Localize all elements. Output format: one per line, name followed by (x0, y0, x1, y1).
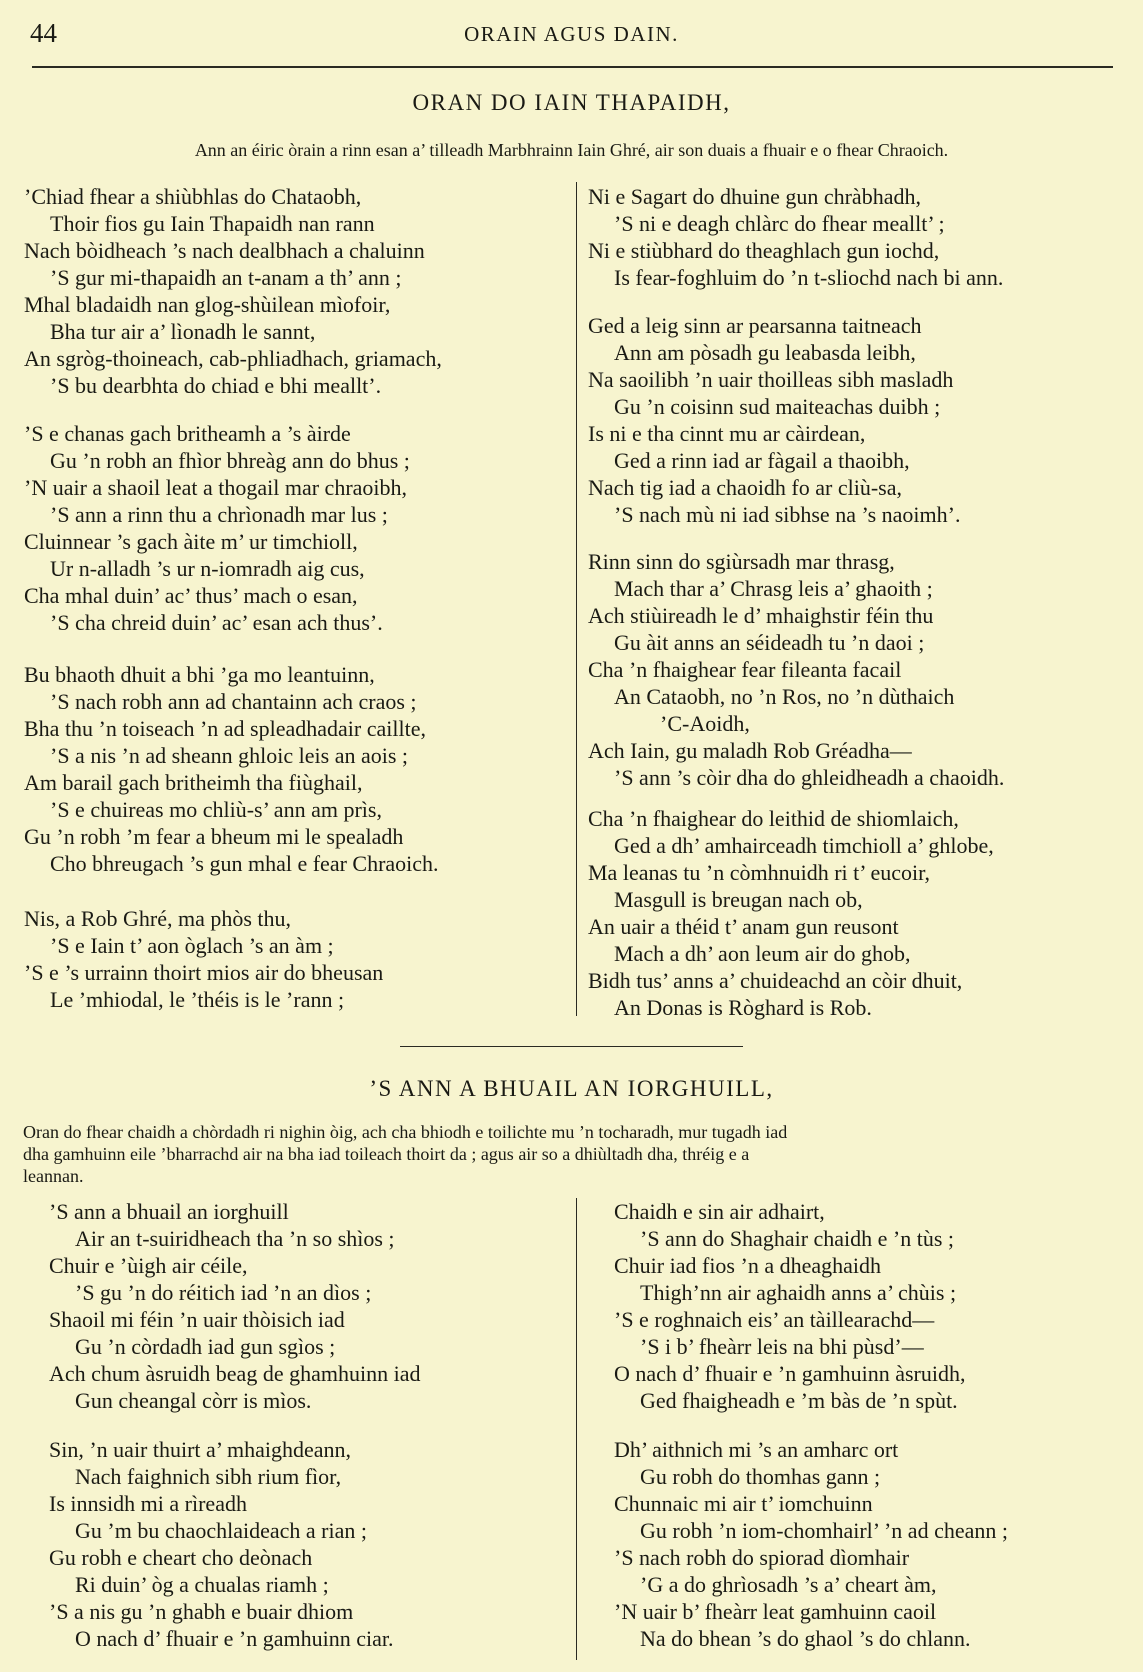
poem2-subtitle-line: leannan. (23, 1166, 84, 1186)
verse-line: Gu robh ’n iom-chomhairl’ ’n ad cheann ; (640, 1518, 1008, 1543)
verse-line: Ach chum àsruidh beag de ghamhuinn iad (49, 1361, 421, 1386)
verse-line: Bha tur air a’ lìonadh le sannt, (50, 319, 316, 344)
verse-line: Is ni e tha cinnt mu ar càirdean, (588, 421, 866, 446)
verse-line: Bidh tus’ anns a’ chuideachd an còir dhuit, (588, 968, 963, 993)
verse-line: Gu àit anns an séideadh tu ’n daoi ; (614, 630, 925, 655)
poem2-left-column (49, 1198, 569, 1652)
verse-line: Is innsidh mi a rìreadh (49, 1491, 247, 1516)
verse-line: An Donas is Ròghard is Rob. (614, 995, 872, 1020)
verse-line: Mach thar a’ Chrasg leis a’ ghaoith ; (614, 576, 933, 601)
verse-line: ’S gu ’n do réitich iad ’n an dìos ; (75, 1280, 372, 1305)
verse-line: Dh’ aithnich mi ’s an amharc ort (614, 1437, 899, 1462)
verse-line: ’N uair a shaoil leat a thogail mar chraoibh, (24, 475, 408, 500)
verse-line: ’S ann a rinn thu a chrìonadh mar lus ; (50, 502, 388, 527)
verse-line: ’S ni e deagh chlàrc do fhear meallt’ ; (614, 211, 945, 236)
verse-line: Gu ’n còrdadh iad gun sgìos ; (75, 1334, 336, 1359)
verse-line: ’S ann ’s còir dha do ghleidheadh a chaoidh. (614, 765, 1005, 790)
poem2-right-column (614, 1198, 1139, 1652)
verse-line: ’S e ’s urrainn thoirt mios air do bheusan (24, 960, 384, 985)
verse-line: Cha ’n fhaighear do leithid de shiomlaich, (588, 806, 959, 831)
verse-line: ’S ann a bhuail an iorghuill (49, 1199, 289, 1224)
verse-line: Ann am pòsadh gu leabasda leibh, (614, 340, 916, 365)
poem1-left-column (24, 183, 564, 1013)
verse-line: Sin, ’n uair thuirt a’ mhaighdeann, (49, 1437, 352, 1462)
verse-line: ’S e chuireas mo chliù-s’ ann am prìs, (50, 797, 382, 822)
verse-line: Bha thu ’n toiseach ’n ad spleadhadair caillte, (24, 716, 426, 741)
verse-line: Ged fhaigheadh e ’m bàs de ’n spùt. (640, 1388, 958, 1413)
stanza (24, 905, 564, 1013)
stanza (614, 1198, 1139, 1414)
verse-line: ’S gur mi-thapaidh an t-anam a th’ ann ; (50, 265, 402, 290)
verse-line: Nis, a Rob Ghré, ma phòs thu, (24, 906, 292, 931)
column-divider (576, 182, 577, 1016)
verse-line: ’G a do ghrìosadh ’s a’ cheart àm, (640, 1572, 937, 1597)
verse-line: ’S e Iain t’ aon òglach ’s an àm ; (50, 933, 334, 958)
verse-line: Cho bhreugach ’s gun mhal e fear Chraoich. (50, 851, 439, 876)
verse-line: Ged a leig sinn ar pearsanna taitneach (588, 313, 922, 338)
verse-line: Gu ’m bu chaochlaideach a rian ; (75, 1518, 367, 1543)
stanza (24, 183, 564, 399)
verse-line: An uair a théid t’ anam gun reusont (588, 914, 899, 939)
verse-line: Cha mhal duin’ ac’ thus’ mach o esan, (24, 583, 358, 608)
verse-line: Le ’mhiodal, le ’théis is le ’rann ; (50, 987, 345, 1012)
verse-line: ’S nach robh do spiorad dìomhair (614, 1545, 910, 1570)
verse-line: Chunnaic mi air t’ iomchuinn (614, 1491, 873, 1516)
verse-line: ’S e chanas gach britheamh a ’s àirde (24, 421, 351, 446)
verse-line: Mach a dh’ aon leum air do ghob, (614, 941, 911, 966)
verse-line: Thoir fios gu Iain Thapaidh nan rann (50, 211, 375, 236)
verse-line: Nach bòidheach ’s nach dealbhach a chaluinn (24, 238, 425, 263)
verse-line: Shaoil mi féin ’n uair thòisich iad (49, 1307, 345, 1332)
verse-line: ’S a nis ’n ad sheann ghloic leis an aois ; (50, 743, 409, 768)
verse-line: Gu ’n coisinn sud maiteachas duibh ; (614, 394, 941, 419)
verse-line: Cluinnear ’s gach àite m’ ur timchioll, (24, 529, 358, 554)
stanza (24, 420, 564, 636)
stanza (588, 312, 1128, 528)
verse-line: Ged a rinn iad ar fàgail a thaoibh, (614, 448, 910, 473)
stanza (588, 183, 1128, 291)
verse-line: ’S bu dearbhta do chiad e bhi meallt’. (50, 373, 382, 398)
verse-line: Bu bhaoth dhuit a bhi ’ga mo leantuinn, (24, 662, 375, 687)
verse-line: ’S e roghnaich eis’ an tàillearachd— (614, 1307, 935, 1332)
verse-line: Chuir iad fios ’n a dheaghaidh (614, 1253, 881, 1278)
stanza (49, 1198, 569, 1414)
header-rule (32, 66, 1113, 68)
verse-line: Chuir e ’ùigh air céile, (49, 1253, 248, 1278)
verse-line: ’S a nis gu ’n ghabh e buair dhiom (49, 1599, 354, 1624)
verse-line: An sgròg-thoineach, cab-phliadhach, griamach, (24, 346, 442, 371)
verse-line: ’S nach robh ann ad chantainn ach craos ; (50, 689, 417, 714)
verse-line: Am barail gach britheimh tha fiùghail, (24, 770, 363, 795)
verse-line: Gu robh e cheart cho deònach (49, 1545, 313, 1570)
verse-line: ’S ann do Shaghair chaidh e ’n tùs ; (640, 1226, 955, 1251)
poem1-right-column (588, 183, 1128, 1021)
section-divider (400, 1046, 743, 1047)
running-header (30, 18, 1113, 52)
verse-line: Ach stiùireadh le d’ mhaighstir féin thu (588, 603, 934, 628)
verse-line: O nach d’ fhuair e ’n gamhuinn ciar. (75, 1626, 394, 1651)
verse-line: Air an t-suiridheach tha ’n so shìos ; (75, 1226, 395, 1251)
verse-line: Mhal bladaidh nan glog-shùilean mìofoir, (24, 292, 391, 317)
stanza (588, 805, 1128, 1021)
verse-line: Gu robh do thomhas gann ; (640, 1464, 881, 1489)
stanza (614, 1436, 1139, 1652)
verse-line: Ni e stiùbhard do theaghlach gun iochd, (588, 238, 940, 263)
stanza (49, 1436, 569, 1652)
verse-line: Nach faighnich sibh rium fìor, (75, 1464, 342, 1489)
verse-line: An Cataobh, no ’n Ros, no ’n dùthaich (614, 684, 955, 709)
verse-line: Ged a dh’ amhairceadh timchioll a’ ghlobe, (614, 833, 994, 858)
verse-line: Ur n-alladh ’s ur n-iomradh aig cus, (50, 556, 365, 581)
verse-line: Chaidh e sin air adhairt, (614, 1199, 825, 1224)
verse-line: ’C-Aoidh, (660, 711, 750, 736)
verse-line: Ma leanas tu ’n còmhnuidh ri t’ eucoir, (588, 860, 931, 885)
verse-line: ’S i b’ fheàrr leis na bhi pùsd’— (640, 1334, 924, 1359)
poem1-subtitle: Ann an éiric òrain a rinn esan a’ tilleadh Marbhrainn Iain Ghré, air son duais a fhuair e o fhear Chraoich. (194, 140, 949, 160)
verse-line: Ni e Sagart do dhuine gun chràbhadh, (588, 184, 921, 209)
verse-line: Ri duin’ òg a chualas riamh ; (75, 1572, 329, 1597)
poem2-subtitle-line: dha gamhuinn eile ’bharrachd air na bha iad toileach thoirt da ; agus air so a dhiùltadh dha, thréig e a (23, 1144, 750, 1164)
verse-line: Ach Iain, gu maladh Rob Gréadha— (588, 738, 912, 763)
verse-line: ’Chiad fhear a shiùbhlas do Chataobh, (24, 184, 362, 209)
verse-line: ’N uair b’ fheàrr leat gamhuinn caoil (614, 1599, 937, 1624)
poem1-title: ORAN DO IAIN THAPAIDH, (412, 90, 731, 115)
verse-line: Gun cheangal còrr is mìos. (75, 1388, 312, 1413)
verse-line: ’S cha chreid duin’ ac’ esan ach thus’. (50, 610, 383, 635)
verse-line: O nach d’ fhuair e ’n gamhuinn àsruidh, (614, 1361, 966, 1386)
column-divider (576, 1198, 577, 1660)
verse-line: Nach tig iad a chaoidh fo ar cliù-sa, (588, 475, 902, 500)
verse-line: Na saoilibh ’n uair thoilleas sibh masladh (588, 367, 954, 392)
verse-line: Gu ’n robh an fhìor bhreàg ann do bhus ; (50, 448, 410, 473)
poem2-title: ’S ANN A BHUAIL AN IORGHUILL, (369, 1076, 774, 1101)
verse-line: Rinn sinn do sgiùrsadh mar thrasg, (588, 549, 895, 574)
verse-line: Masgull is breugan nach ob, (614, 887, 863, 912)
verse-line: Gu ’n robh ’m fear a bheum mi le spealadh (24, 824, 404, 849)
verse-line: ’S nach mù ni iad sibhse na ’s naoimh’. (614, 502, 961, 527)
page-number: 44 (30, 18, 57, 48)
running-title: ORAIN AGUS DAIN. (464, 22, 679, 46)
poem2-subtitle (23, 1121, 1123, 1187)
poem2-subtitle-line: Oran do fhear chaidh a chòrdadh ri nighin òig, ach cha bhiodh e toilichte mu ’n tocharadh, mur tugadh iad (23, 1122, 788, 1142)
stanza (588, 548, 1128, 791)
verse-line: Na do bhean ’s do ghaol ’s do chlann. (640, 1626, 971, 1651)
verse-line: Thigh’nn air aghaidh anns a’ chùis ; (640, 1280, 957, 1305)
verse-line: Is fear-foghluim do ’n t-sliochd nach bi ann. (614, 265, 1004, 290)
verse-line: Cha ’n fhaighear fear fileanta facail (588, 657, 902, 682)
stanza (24, 661, 564, 877)
